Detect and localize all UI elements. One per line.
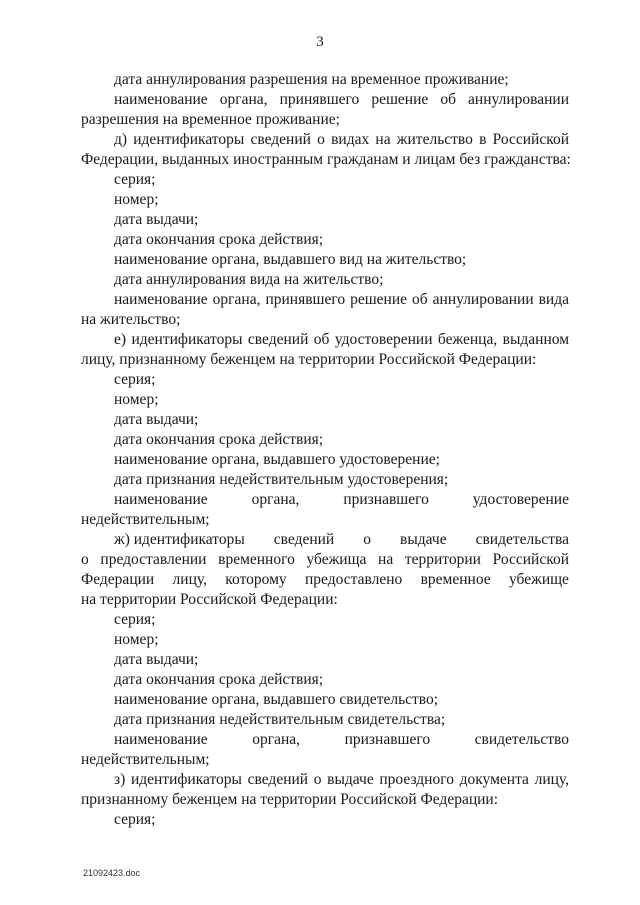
list-item [81, 390, 569, 410]
list-item [81, 370, 569, 390]
word: лицу, [172, 571, 207, 588]
word: наименование [114, 731, 208, 748]
list-item [81, 610, 569, 630]
text-line: дата аннулирования разрешения на временное проживание; [114, 71, 509, 88]
text-line: наименование органа, выдавшего удостоверение; [114, 451, 440, 468]
text-line: лицу, признанному беженцем на территории Российской Федерации: [81, 351, 537, 368]
paragraph [81, 90, 569, 130]
list-item [81, 270, 569, 290]
text-line: недействительным; [81, 511, 210, 528]
text-line: серия; [114, 171, 156, 188]
text-line: дата выдачи; [114, 211, 199, 228]
list-item [81, 230, 569, 250]
word: предоставлено [305, 571, 403, 588]
word: убежище [509, 571, 569, 588]
text-line [81, 530, 569, 550]
list-item [81, 470, 569, 490]
word: свидетельства [475, 531, 569, 548]
text-line: е) идентификаторы сведений об удостоверении беженца, выданном [114, 331, 569, 348]
text-line [81, 730, 569, 750]
word: которому [225, 571, 287, 588]
text-line: наименование органа, выдавшего вид на жительство; [114, 251, 467, 268]
paragraph [81, 770, 569, 810]
text-line: дата окончания срока действия; [114, 671, 324, 688]
word: временное [420, 571, 491, 588]
list-item [81, 210, 569, 230]
word: выдаче [400, 531, 447, 548]
text-line: дата выдачи; [114, 651, 199, 668]
word: признавшего [343, 491, 429, 508]
list-item [81, 410, 569, 430]
list-item [81, 450, 569, 470]
word: органа, [252, 731, 301, 748]
list-item [81, 430, 569, 450]
text-line: з) идентификаторы сведений о выдаче проездного документа лицу, [114, 771, 569, 788]
text-line: признанному беженцем на территории Российской Федерации: [81, 791, 499, 808]
word: удостоверение [472, 491, 569, 508]
list-item [81, 630, 569, 650]
text-line: о предоставлении временного убежища на территории Российской [81, 551, 569, 568]
text-line: на территории Российской Федерации: [81, 591, 338, 608]
list-item [81, 250, 569, 270]
list-item [81, 710, 569, 730]
text-line: серия; [114, 811, 156, 828]
text-line: разрешения на временное проживание; [81, 111, 340, 128]
text-line: номер; [114, 191, 159, 208]
text-line: недействительным; [81, 751, 210, 768]
word: ж) идентификаторы [114, 531, 245, 548]
text-line: дата окончания срока действия; [114, 431, 324, 448]
list-item [81, 290, 569, 330]
list-item [81, 730, 569, 770]
paragraph [81, 70, 569, 90]
paragraph [81, 330, 569, 370]
list-item [81, 650, 569, 670]
paragraph [81, 530, 569, 610]
text-line: серия; [114, 371, 156, 388]
page-number: 3 [316, 34, 324, 50]
list-item [81, 190, 569, 210]
text-line: Федерации, выданных иностранным гражданам и лицам без гражданства: [81, 151, 571, 168]
list-item [81, 810, 569, 830]
word: о [363, 531, 371, 548]
list-item [81, 670, 569, 690]
text-line: наименование органа, принявшего решение об аннулировании вида [114, 291, 569, 308]
text-line: дата окончания срока действия; [114, 231, 324, 248]
text-line [81, 570, 569, 590]
text-line [81, 490, 569, 510]
text-line: наименование органа, выдавшего свидетельство; [114, 691, 439, 708]
text-line: д) идентификаторы сведений о видах на жительство в Российской [114, 131, 569, 148]
text-line: номер; [114, 391, 159, 408]
word: Федерации [81, 571, 155, 588]
footer-filename: 21092423.doc [83, 868, 141, 878]
paragraph [81, 130, 569, 170]
text-line: дата выдачи; [114, 411, 199, 428]
word: органа, [251, 491, 300, 508]
text-line: номер; [114, 631, 159, 648]
text-line: дата аннулирования вида на жительство; [114, 271, 384, 288]
word: наименование [114, 491, 208, 508]
text-line: наименование органа, принявшего решение об аннулировании [114, 91, 569, 108]
text-line: серия; [114, 611, 156, 628]
text-line: дата признания недействительным свидетельства; [114, 711, 446, 728]
word: сведений [273, 531, 335, 548]
text-line: на жительство; [81, 311, 181, 328]
word: свидетельство [474, 731, 569, 748]
text-line: дата признания недействительным удостоверения; [114, 471, 449, 488]
list-item [81, 490, 569, 530]
list-item [81, 690, 569, 710]
word: признавшего [344, 731, 431, 748]
list-item [81, 170, 569, 190]
